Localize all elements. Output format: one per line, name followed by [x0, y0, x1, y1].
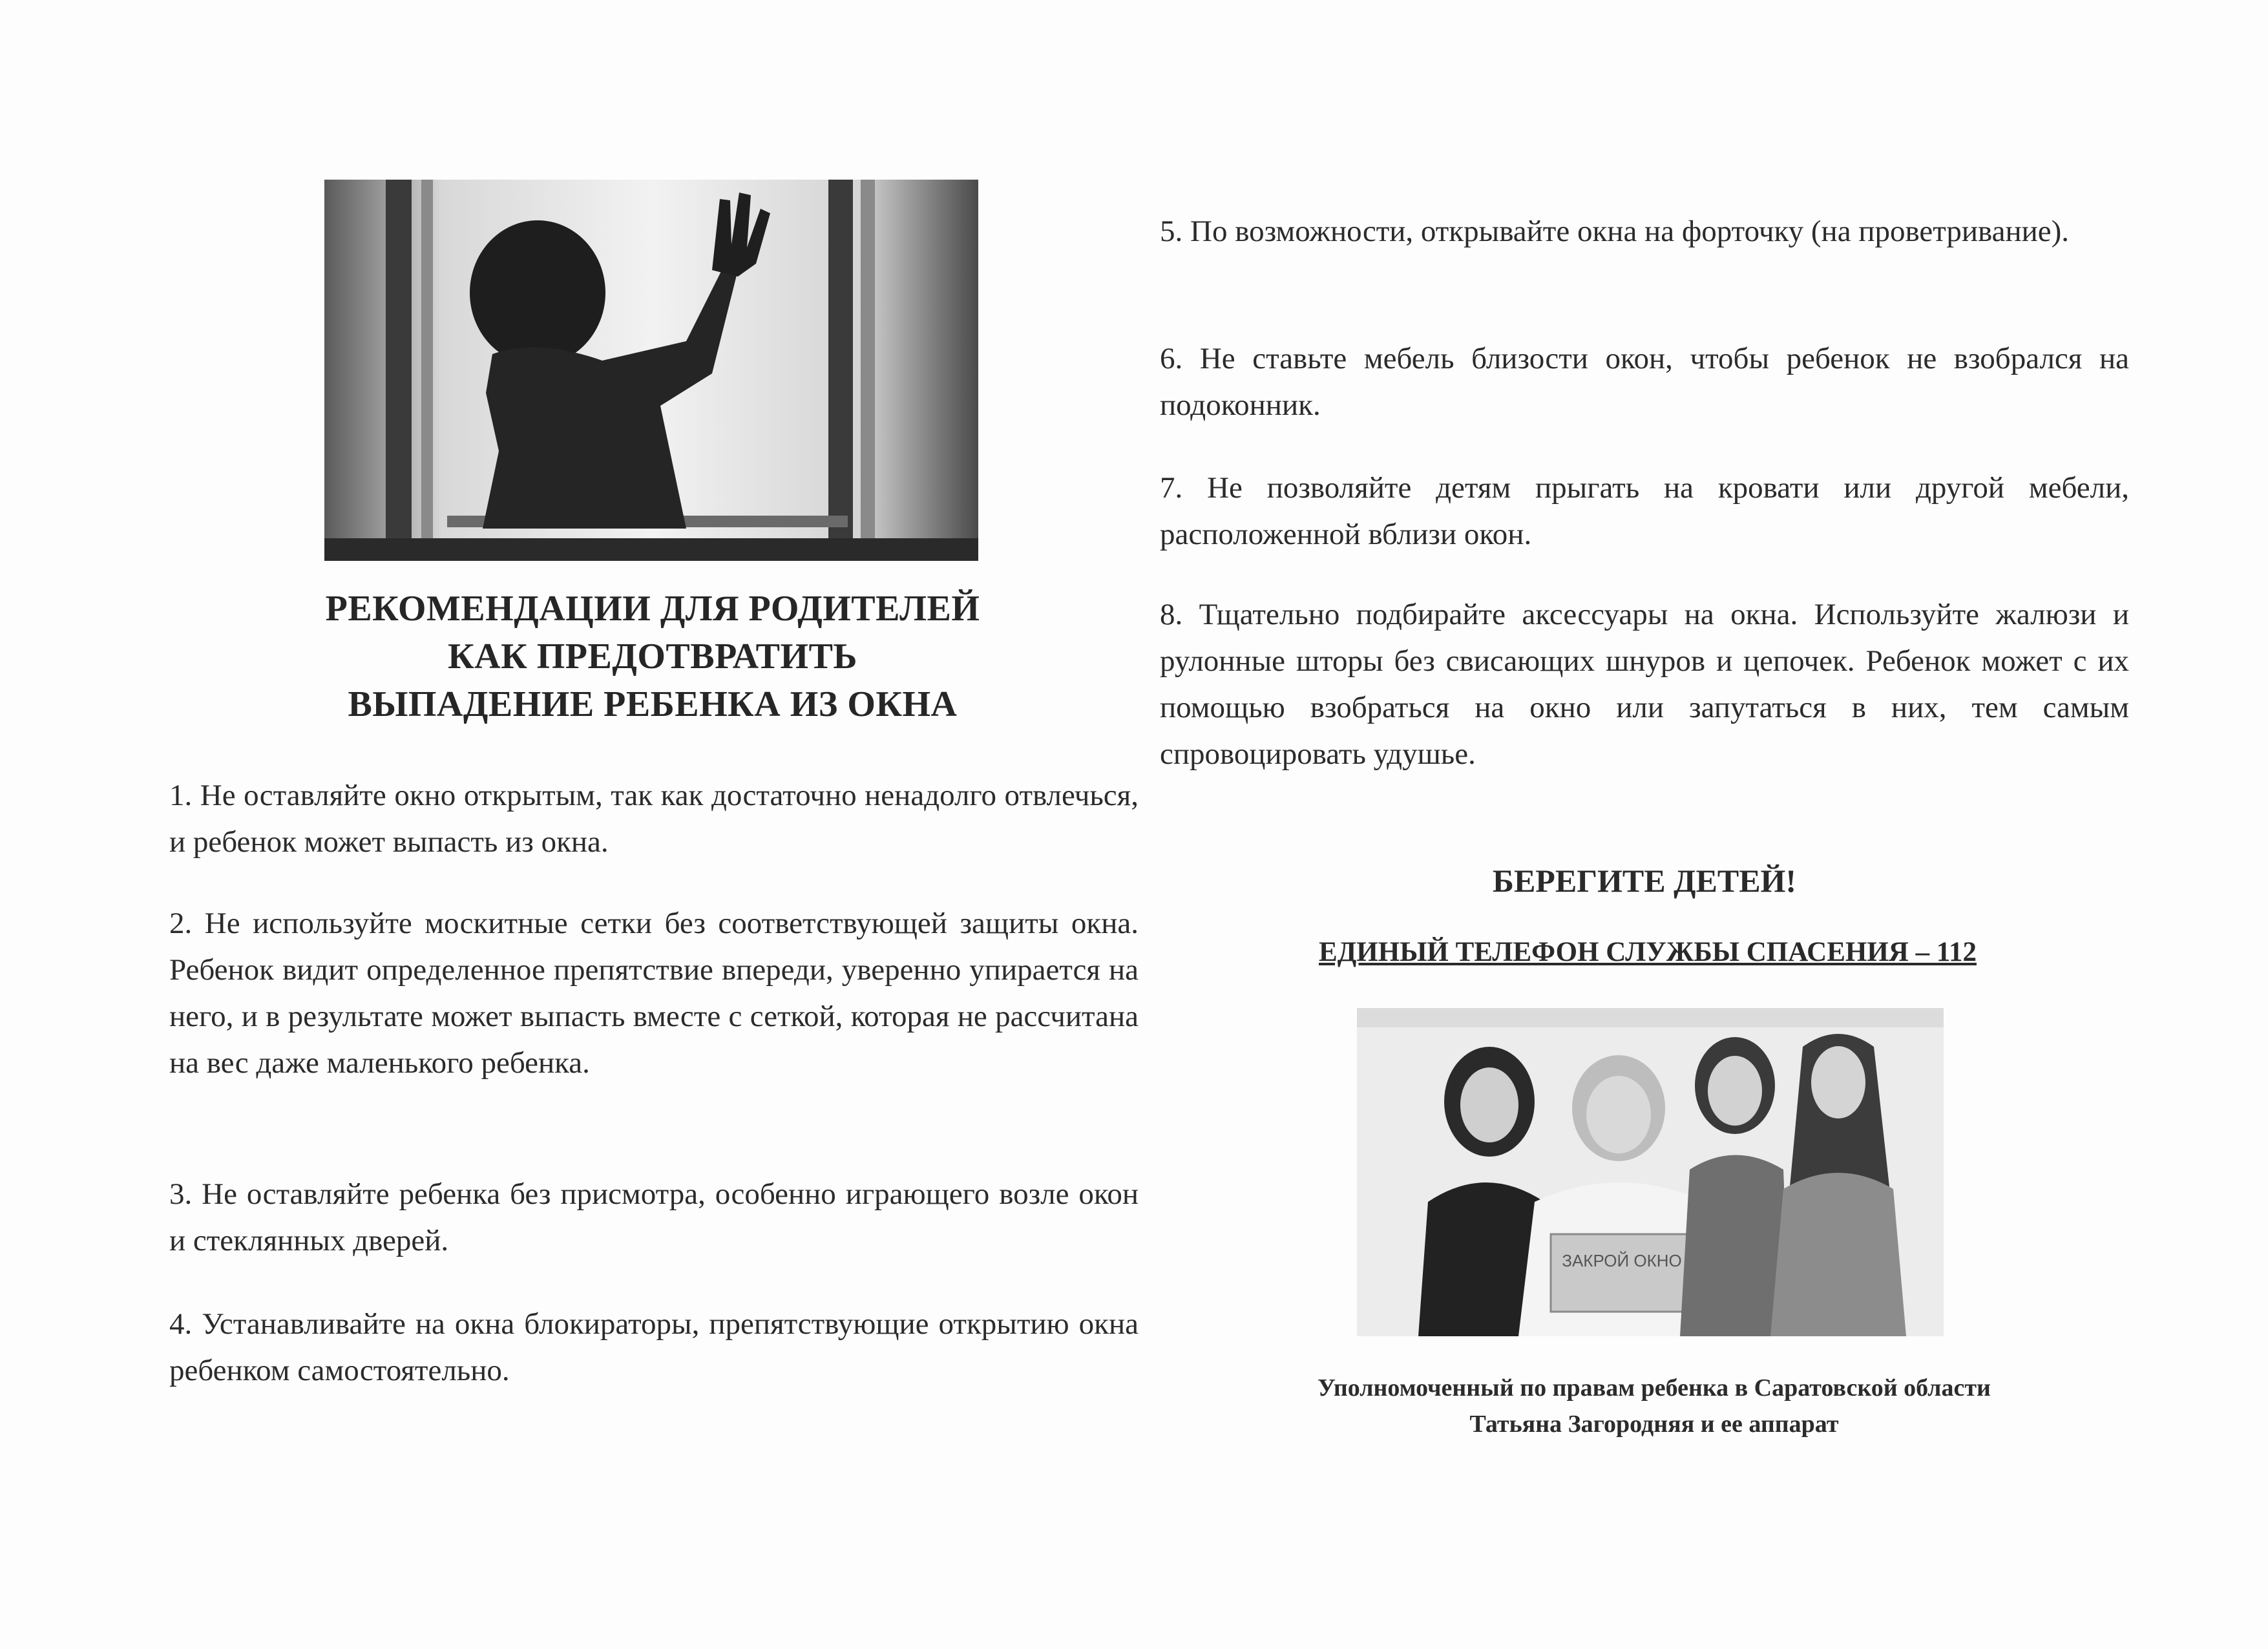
photo-caption [1202, 1370, 2106, 1442]
child-at-window-photo [324, 180, 978, 561]
slogan: БЕРЕГИТЕ ДЕТЕЙ! [1492, 863, 1797, 899]
recommendation-8: 8. Тщательно подбирайте аксессуары на окна. Используйте жалюзи и рулонные шторы без свисающих шнуров и цепочек. Ребенок может с их помощью взобраться на окно или запутаться в них, тем самым спровоцировать удушье. [1160, 598, 2129, 771]
recommendation-6: 6. Не ставьте мебель близости окон, чтобы ребенок не взобрался на подоконник. [1160, 342, 2129, 422]
recommendation-4: 4. Устанавливайте на окна блокираторы, препятствующие открытию окна ребенком самостоятельно. [169, 1307, 1139, 1387]
heading-line-3: ВЫПАДЕНИЕ РЕБЕНКА ИЗ ОКНА [348, 684, 958, 724]
recommendations-heading [168, 585, 1137, 728]
photo-sign-text: ЗАКРОЙ ОКНО [1562, 1251, 1682, 1270]
caption-line-2: Татьяна Загородняя и ее аппарат [1469, 1411, 1839, 1438]
recommendation-5: 5. По возможности, открывайте окна на форточку (на проветривание). [1160, 215, 2070, 248]
recommendation-3: 3. Не оставляйте ребенка без присмотра, особенно играющего возле окон и стеклянных дверей. [169, 1177, 1139, 1257]
heading-line-1: РЕКОМЕНДАЦИИ ДЛЯ РОДИТЕЛЕЙ [325, 589, 980, 629]
recommendation-2: 2. Не используйте москитные сетки без соответствующей защиты окна. Ребенок видит определенное препятствие впереди, уверенно упирается на него, и в результате может выпасть вместе с сеткой, которая не рассчитана на вес даже маленького ребенка. [169, 907, 1139, 1080]
recommendation-7: 7. Не позволяйте детям прыгать на кровати или другой мебели, расположенной вблизи окон. [1160, 471, 2129, 551]
team-photo [1357, 1008, 1944, 1336]
emergency-phone-line: ЕДИНЫЙ ТЕЛЕФОН СЛУЖБЫ СПАСЕНИЯ – 112 [1319, 937, 1977, 967]
caption-line-1: Уполномоченный по правам ребенка в Саратовской области [1318, 1374, 1991, 1402]
heading-line-2: КАК ПРЕДОТВРАТИТЬ [448, 636, 857, 677]
recommendation-1: 1. Не оставляйте окно открытым, так как достаточно ненадолго отвлечься, и ребенок может выпасть из окна. [169, 779, 1139, 859]
